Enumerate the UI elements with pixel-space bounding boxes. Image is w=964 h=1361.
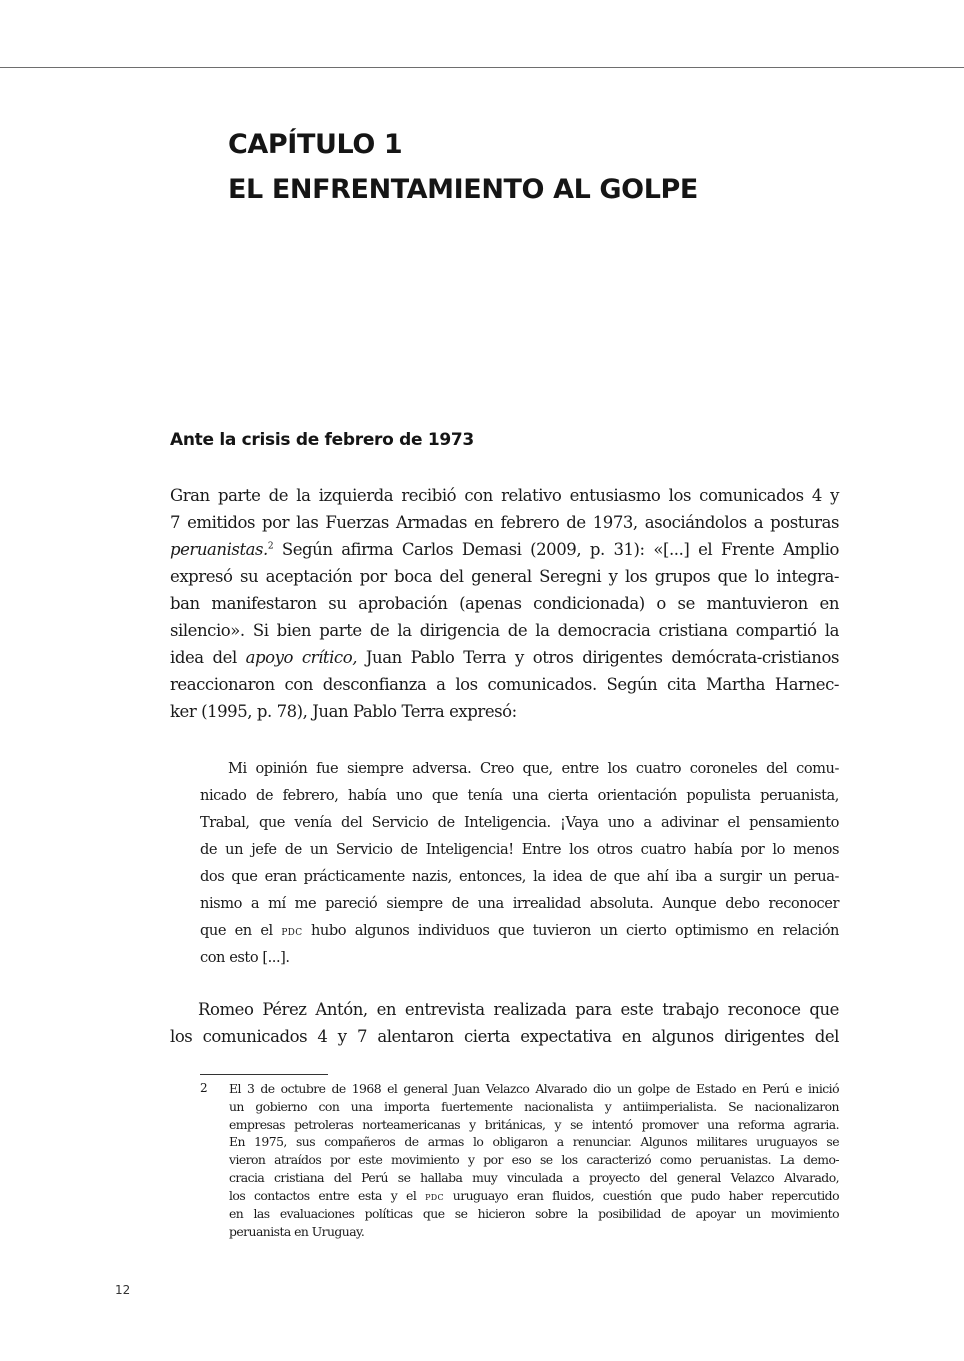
footnote-line: cracia cristiana del Perú se hallaba muy vinculada a proyecto del general Velazco Alvarado, xyxy=(229,1170,839,1185)
footnote-line: empresas petroleras norteamericanas y británicas, y se intentó promover una reforma agraria. xyxy=(229,1117,839,1132)
footnote-line: un gobierno con una importa fuertemente nacionalista y antiimperialista. Se nacionalizaron xyxy=(229,1099,839,1114)
quote-line: Mi opinión fue siempre adversa. Creo que, entre los cuatro coroneles del comu- xyxy=(228,760,839,777)
body-line: ban manifestaron su aprobación (apenas condicionada) o se mantuvieron en xyxy=(170,594,839,613)
footnote-text: los contactos entre esta y el xyxy=(229,1188,426,1203)
quote-text: hubo algunos individuos que tuvieron un cierto optimismo en relación xyxy=(302,922,839,939)
chapter-title xyxy=(228,122,698,212)
page-number: 12 xyxy=(115,1283,131,1297)
chapter-number: CAPÍTULO 1 xyxy=(228,129,403,160)
acronym: pdc xyxy=(281,924,303,939)
header-rule xyxy=(0,67,964,68)
body-line: 7 emitidos por las Fuerzas Armadas en febrero de 1973, asociándolos a posturas xyxy=(170,513,839,532)
body-line: los comunicados 4 y 7 alentaron cierta expectativa en algunos dirigentes del xyxy=(170,1027,839,1046)
acronym: pdc xyxy=(425,1190,444,1203)
body-text: Juan Pablo Terra y otros dirigentes demócrata-cristianos xyxy=(357,648,839,667)
italic-term: peruanistas. xyxy=(170,540,268,559)
quote-line: nicado de febrero, había uno que tenía una cierta orientación populista peruanista, xyxy=(200,787,839,804)
body-line: Gran parte de la izquierda recibió con relativo entusiasmo los comunicados 4 y xyxy=(170,486,839,505)
body-line: expresó su aceptación por boca del general Seregni y los grupos que lo integra- xyxy=(170,567,839,586)
footnote-line: vieron atraídos por este movimiento y por eso se los caracterizó como peruanistas. La demo- xyxy=(229,1152,839,1167)
footnote-marker: 2 xyxy=(200,1081,208,1095)
italic-term: apoyo crítico, xyxy=(245,648,358,667)
footnote-line: peruanista en Uruguay. xyxy=(229,1224,365,1239)
quote-line xyxy=(200,917,839,945)
body-line xyxy=(170,644,839,671)
footnote-line xyxy=(229,1187,839,1206)
body-line xyxy=(170,536,839,563)
footnote-reference: 2 xyxy=(267,541,274,552)
quote-line: con esto [...]. xyxy=(200,949,290,966)
quote-line: nismo a mí me pareció siempre de una irrealidad absoluta. Aunque debo reconocer xyxy=(200,895,839,912)
body-line: Romeo Pérez Antón, en entrevista realizada para este trabajo reconoce que xyxy=(198,1000,839,1019)
quote-text: que en el xyxy=(200,922,282,939)
quote-line: de un jefe de un Servicio de Inteligencia! Entre los otros cuatro había por lo menos xyxy=(200,841,839,858)
body-text: idea del xyxy=(170,648,246,667)
section-heading: Ante la crisis de febrero de 1973 xyxy=(170,430,474,450)
quote-line: dos que eran prácticamente nazis, entonces, la idea de que ahí iba a surgir un perua- xyxy=(200,868,839,885)
footnote-line: El 3 de octubre de 1968 el general Juan Velazco Alvarado dio un golpe de Estado en Perú e inició xyxy=(229,1081,839,1096)
footnote-line: En 1975, sus compañeros de armas lo obligaron a renunciar. Algunos militares uruguayos se xyxy=(229,1134,839,1149)
footnote-rule xyxy=(200,1074,328,1075)
footnote-line: en las evaluaciones políticas que se hicieron sobre la posibilidad de apoyar un movimiento xyxy=(229,1206,839,1221)
footnote-text: uruguayo eran fluidos, cuestión que pudo haber repercutido xyxy=(443,1188,839,1203)
body-line: silencio». Si bien parte de la dirigencia de la democracia cristiana compartió la xyxy=(170,621,839,640)
body-text: Según afirma Carlos Demasi (2009, p. 31): «[...] el Frente Amplio xyxy=(273,540,839,559)
chapter-name: EL ENFRENTAMIENTO AL GOLPE xyxy=(228,174,698,205)
body-line: ker (1995, p. 78), Juan Pablo Terra expresó: xyxy=(170,702,517,721)
quote-line: Trabal, que venía del Servicio de Inteligencia. ¡Vaya uno a adivinar el pensamiento xyxy=(200,814,839,831)
body-line: reaccionaron con desconfianza a los comunicados. Según cita Martha Harnec- xyxy=(170,675,839,694)
